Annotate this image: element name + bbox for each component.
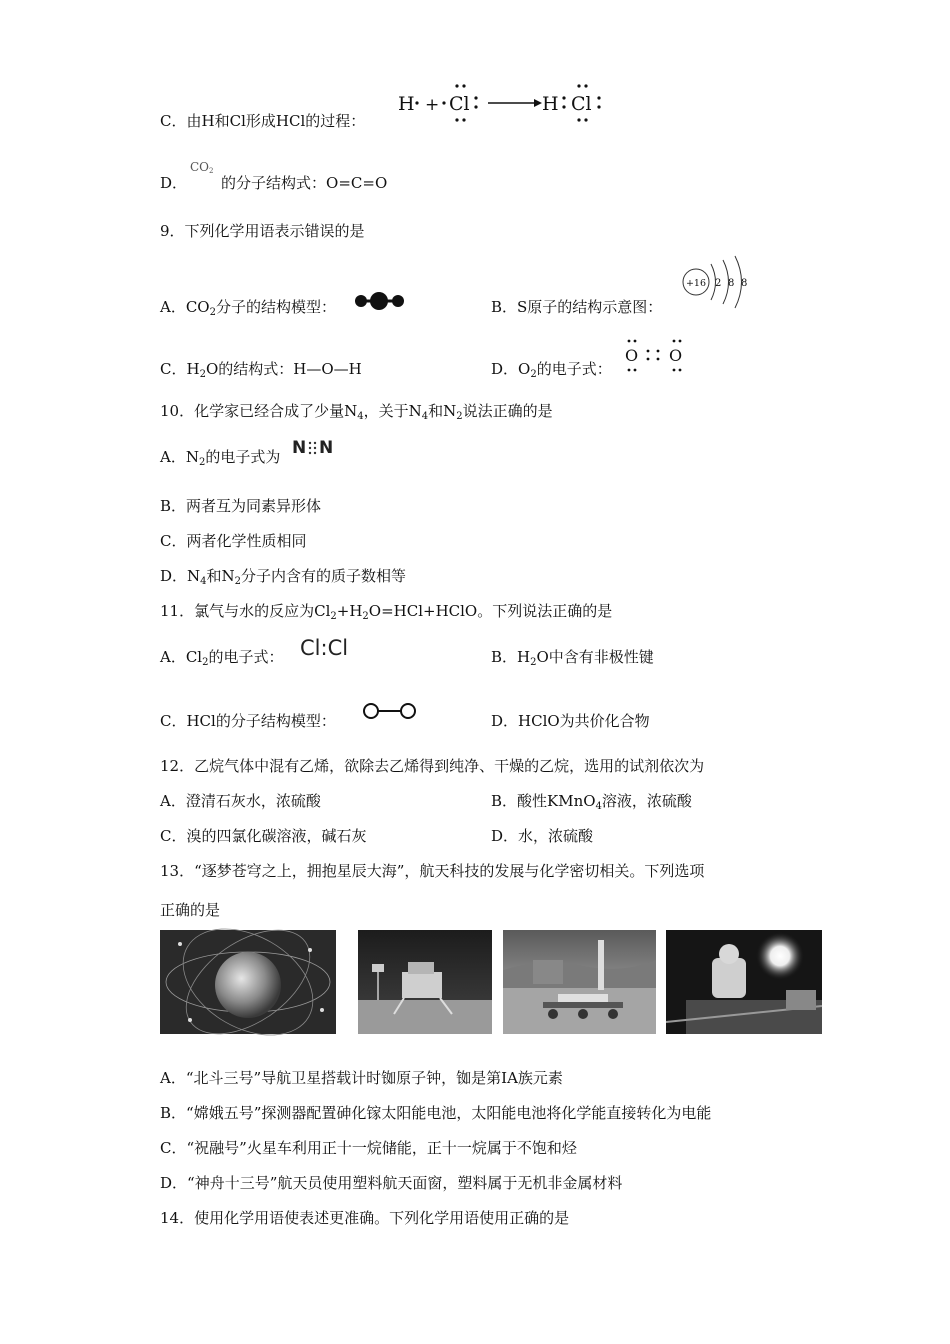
hcl-formation-formula [396, 80, 611, 126]
svg-text:8: 8 [728, 278, 735, 289]
q12-option-d: D．水，浓硫酸 [491, 827, 594, 845]
svg-text:N: N [319, 438, 334, 458]
sulfur-atom-diagram [680, 254, 752, 310]
q10-option-a: A．$N_2$的电子式为 [160, 448, 281, 468]
q13-option-c: C．“祝融号”火星车利用正十一烷储能，正十一烷属于不饱和烃 [160, 1139, 577, 1157]
q12-stem: 12．乙烷气体中混有乙烯，欲除去乙烯得到纯净、干燥的乙烷，选用的试剂依次为 [160, 757, 705, 775]
q8-option-c: C．由H和Cl形成HCl的过程： [160, 112, 366, 130]
q10-option-c: C．两者化学性质相同 [160, 532, 307, 550]
svg-text:8: 8 [741, 278, 748, 289]
q8-option-d: D． 的分子结构式：O=C=O [160, 174, 388, 192]
q9-option-d: D．$O_2$的电子式： [491, 360, 612, 380]
svg-text:O: O [625, 346, 639, 365]
q13-option-b: B．“嫦娥五号”探测器配置砷化镓太阳能电池，太阳能电池将化学能直接转化为电能 [160, 1104, 712, 1122]
q9-option-c: C．$H_2O$的结构式：H—O—H [160, 360, 362, 380]
cl2-electron-formula: Cl:Cl [300, 636, 349, 660]
change5-lander-photo [358, 930, 492, 1034]
q11-option-b: B．$H_2O$中含有非极性键 [491, 648, 654, 668]
q9-stem: 9．下列化学用语表示错误的是 [160, 222, 365, 240]
q11-option-c: C．HCl的分子结构模型： [160, 712, 336, 730]
q13-stem-line2: 正确的是 [160, 901, 221, 919]
formula-cl: Cl [449, 93, 470, 115]
q12-option-c: C．溴的四氯化碳溶液，碱石灰 [160, 827, 367, 845]
q12-option-a: A．澄清石灰水，浓硫酸 [160, 792, 321, 810]
q13-option-a: A．“北斗三号”导航卫星搭载计时铷原子钟，铷是第ⅠA族元素 [160, 1069, 563, 1087]
q11-stem: 11．氯气与水的反应为$Cl_2+H_2O=HCl+HClO$。下列说法正确的是 [160, 602, 613, 622]
q14-stem: 14．使用化学用语使表述更准确。下列化学用语使用正确的是 [160, 1209, 570, 1227]
n2-electron-formula [292, 436, 340, 458]
o2-electron-formula [620, 338, 690, 374]
q10-option-b: B．两者互为同素异形体 [160, 497, 322, 515]
q9-option-b: B．S原子的结构示意图： [491, 298, 663, 316]
q11-option-a: A．$Cl_2$的电子式： [160, 648, 284, 668]
formula-h: H [398, 93, 415, 115]
svg-text:N: N [292, 438, 307, 458]
q13-stem-line1: 13．“逐梦苍穹之上，拥抱星辰大海”，航天科技的发展与化学密切相关。下列选项 [160, 862, 705, 880]
q9-option-a: A．$CO_2$分子的结构模型： [160, 298, 336, 318]
q13-option-d: D．“神舟十三号”航天员使用塑料航天面窗，塑料属于无机非金属材料 [160, 1174, 623, 1192]
hcl-ball-model-image [362, 701, 418, 721]
co2-ball-model-image [352, 290, 408, 312]
shenzhou13-astronaut-photo [666, 930, 822, 1034]
q10-stem: 10．化学家已经合成了少量$N_4$，关于$N_4$和$N_2$说法正确的是 [160, 402, 553, 422]
q11-option-d: D．HClO为共价化合物 [491, 712, 650, 730]
zhurong-rover-photo [503, 930, 656, 1034]
q12-option-b: B．酸性KMnO$_4$溶液，浓硫酸 [491, 792, 692, 812]
formula-product-h: H [542, 93, 559, 115]
svg-text:2: 2 [715, 278, 722, 289]
beidou-satellite-photo [160, 930, 336, 1034]
co2-label-image: CO2 [190, 160, 214, 175]
nucleus-charge: +16 [685, 278, 707, 289]
formula-plus: + [425, 95, 440, 115]
q10-option-d: D．$N_4$和$N_2$分子内含有的质子数相等 [160, 567, 407, 587]
svg-text:O: O [669, 346, 683, 365]
formula-product-cl: Cl [571, 93, 592, 115]
